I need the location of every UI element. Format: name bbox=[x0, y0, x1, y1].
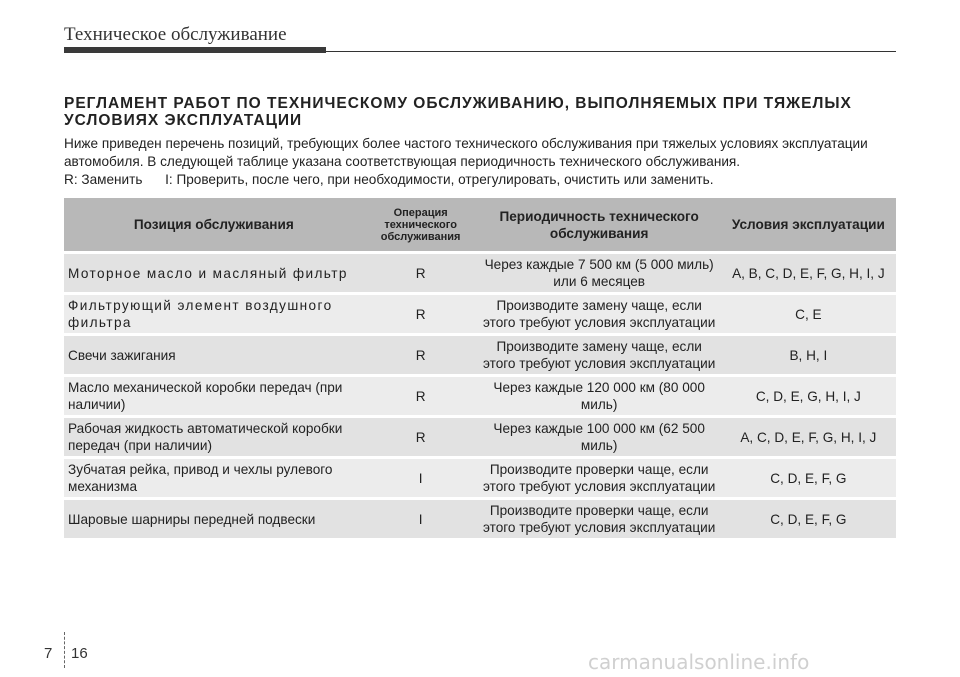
cell-item: Зубчатая рейка, привод и чехлы рулевого механизма bbox=[64, 456, 364, 497]
page-number: 16 bbox=[71, 645, 88, 662]
legend-line bbox=[64, 172, 714, 187]
watermark-text: carmanualsonline.info bbox=[588, 650, 810, 674]
cell-operation: R bbox=[364, 251, 478, 292]
cell-conditions: B, H, I bbox=[721, 333, 896, 374]
cell-operation: R bbox=[364, 374, 478, 415]
section-title: РЕГЛАМЕНТ РАБОТ ПО ТЕХНИЧЕСКОМУ ОБСЛУЖИВАНИЮ, ВЫПОЛНЯЕМЫХ ПРИ ТЯЖЕЛЫХ УСЛОВИЯХ ЭКСПЛУАТАЦИИ bbox=[64, 95, 852, 129]
cell-item: Моторное масло и масляный фильтр bbox=[64, 251, 364, 292]
table-row bbox=[64, 292, 896, 333]
cell-interval: Производите проверки чаще, если этого требуют условия эксплуатации bbox=[478, 456, 721, 497]
cell-conditions: C, E bbox=[721, 292, 896, 333]
header-position: Позиция обслуживания bbox=[64, 198, 364, 251]
header-conditions: Условия эксплуатации bbox=[721, 198, 896, 251]
cell-conditions: C, D, E, G, H, I, J bbox=[721, 374, 896, 415]
cell-interval: Через каждые 120 000 км (80 000 миль) bbox=[478, 374, 721, 415]
cell-interval: Через каждые 7 500 км (5 000 миль) или 6 месяцев bbox=[478, 251, 721, 292]
cell-operation: I bbox=[364, 456, 478, 497]
table-row bbox=[64, 333, 896, 374]
cell-item: Фильтрующий элемент воздушного фильтра bbox=[64, 292, 364, 333]
table-row bbox=[64, 456, 896, 497]
legend-replace: R: Заменить bbox=[64, 172, 143, 187]
cell-interval: Через каждые 100 000 км (62 500 миль) bbox=[478, 415, 721, 456]
cell-operation: R bbox=[364, 415, 478, 456]
table-row bbox=[64, 374, 896, 415]
cell-conditions: A, B, C, D, E, F, G, H, I, J bbox=[721, 251, 896, 292]
cell-conditions: A, C, D, E, F, G, H, I, J bbox=[721, 415, 896, 456]
cell-item: Рабочая жидкость автоматической коробки передач (при наличии) bbox=[64, 415, 364, 456]
cell-item: Свечи зажигания bbox=[64, 333, 364, 374]
chapter-number: 7 bbox=[44, 645, 53, 662]
header-rule-accent bbox=[64, 47, 326, 53]
cell-operation: I bbox=[364, 497, 478, 538]
page-header-title: Техническое обслуживание bbox=[64, 24, 287, 45]
legend-inspect: I: Проверить, после чего, при необходимости, отрегулировать, очистить или заменить. bbox=[165, 172, 714, 187]
cell-operation: R bbox=[364, 333, 478, 374]
intro-paragraph: Ниже приведен перечень позиций, требующих более частого технического обслуживания при тяжелых условиях эксплуатации автомобиля. В следующей таблице указана соответствующая периодичность технического обслуживания. bbox=[64, 136, 868, 169]
cell-conditions: C, D, E, F, G bbox=[721, 456, 896, 497]
cell-item: Масло механической коробки передач (при наличии) bbox=[64, 374, 364, 415]
table-row bbox=[64, 251, 896, 292]
header-interval: Периодичность технического обслуживания bbox=[478, 198, 721, 251]
cell-interval: Производите замену чаще, если этого требуют условия эксплуатации bbox=[478, 333, 721, 374]
cell-item: Шаровые шарниры передней подвески bbox=[64, 497, 364, 538]
page-number-divider bbox=[64, 632, 65, 668]
table-row bbox=[64, 497, 896, 538]
table-header-row bbox=[64, 198, 896, 251]
maintenance-table bbox=[64, 198, 896, 538]
cell-operation: R bbox=[364, 292, 478, 333]
cell-interval: Производите проверки чаще, если этого требуют условия эксплуатации bbox=[478, 497, 721, 538]
cell-interval: Производите замену чаще, если этого требуют условия эксплуатации bbox=[478, 292, 721, 333]
header-operation: Операция технического обслуживания bbox=[364, 198, 478, 251]
table-row bbox=[64, 415, 896, 456]
cell-conditions: C, D, E, F, G bbox=[721, 497, 896, 538]
